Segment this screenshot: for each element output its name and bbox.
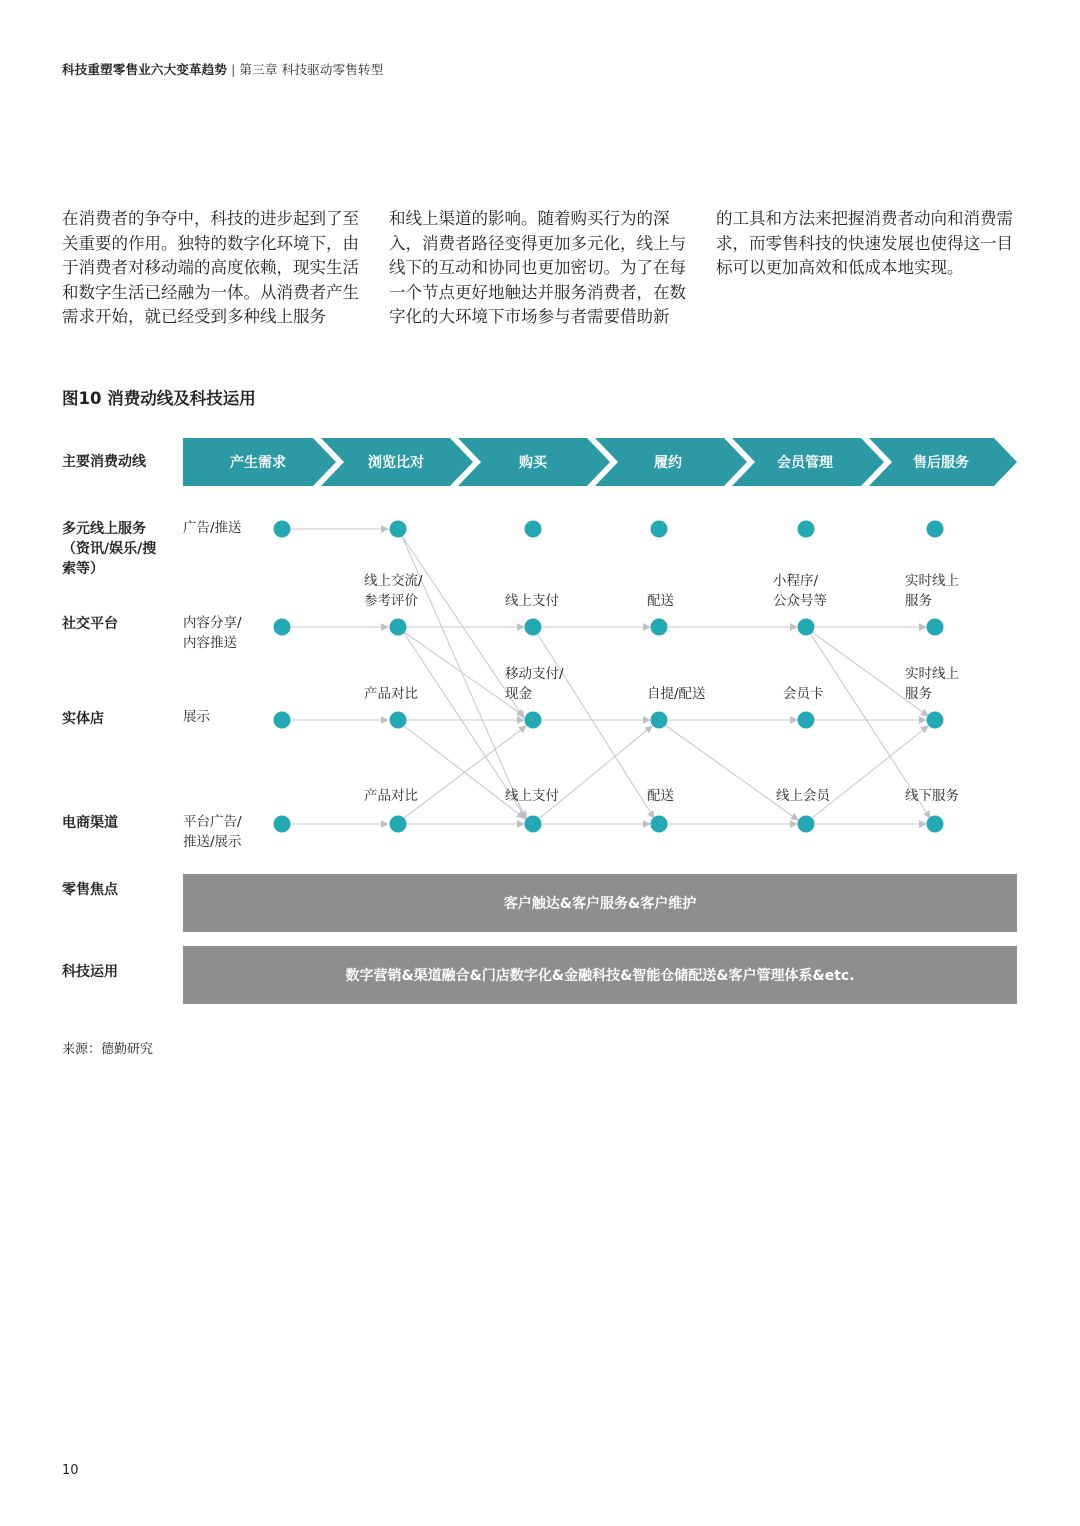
connector bbox=[812, 726, 928, 818]
node-dot bbox=[927, 619, 944, 636]
connector bbox=[665, 725, 798, 820]
node-label-social-member-l1: 小程序/ bbox=[773, 573, 819, 589]
node-label-ecom-fulfill: 配送 bbox=[647, 788, 674, 804]
stage-label-3: 购买 bbox=[519, 455, 547, 471]
node-label-ecom-buy: 线上支付 bbox=[505, 788, 559, 804]
row-label-main-path: 主要消费动线 bbox=[62, 454, 146, 470]
chapter-title: 第三章 科技驱动零售转型 bbox=[239, 62, 384, 77]
node-dot bbox=[525, 619, 542, 636]
node-label-social-buy: 线上支付 bbox=[505, 593, 559, 609]
tech-application-band: 数字营销&渠道融合&门店数字化&金融科技&智能仓储配送&客户管理体系&etc. bbox=[183, 946, 1017, 1004]
node-label-store-buy-l1: 移动支付/ bbox=[505, 666, 564, 682]
row-label-tech: 科技运用 bbox=[62, 964, 118, 980]
node-label-social-after-l1: 实时线上 bbox=[905, 573, 959, 589]
stage-label-1: 产生需求 bbox=[230, 455, 286, 471]
intro-column-1: 在消费者的争夺中，科技的进步起到了至关重要的作用。独特的数字化环境下，由于消费者对移动端的高度依赖，现实生活和数字生活已经融为一体。从消费者产生需求开始，就已经受到多种线上服务 bbox=[62, 209, 359, 326]
node-dot bbox=[798, 816, 815, 833]
node-dot bbox=[798, 521, 815, 538]
node-label-ecom-after: 线下服务 bbox=[905, 788, 959, 804]
row-label-social: 社交平台 bbox=[62, 616, 118, 632]
node-label-store-after-l2: 服务 bbox=[905, 686, 932, 702]
node-dot bbox=[651, 816, 668, 833]
report-title: 科技重塑零售业六大变革趋势 bbox=[62, 62, 228, 77]
row-label-online-services: 多元线上服务（资讯/娱乐/搜索等） bbox=[62, 521, 157, 577]
node-dot bbox=[651, 521, 668, 538]
node-label-store-member: 会员卡 bbox=[783, 686, 824, 702]
node-label-ecom-member: 线上会员 bbox=[776, 788, 830, 804]
node-dot bbox=[274, 521, 291, 538]
node-dot bbox=[927, 816, 944, 833]
stage-label-6: 售后服务 bbox=[913, 455, 969, 471]
node-label-ecom-browse: 产品对比 bbox=[364, 788, 418, 804]
row-sub-ecommerce: 平台广告/推送/展示 bbox=[183, 814, 242, 850]
node-dot bbox=[651, 712, 668, 729]
intro-column-3: 的工具和方法来把握消费者动向和消费需求，而零售科技的快速发展也使得这一目标可以更加高效和低成本地实现。 bbox=[716, 209, 1013, 277]
intro-column-2: 和线上渠道的影响。随着购买行为的深入，消费者路径变得更加多元化，线上与线下的互动和协同也更加密切。为了在每一个节点更好地触达并服务消费者，在数字化的大环境下市场参与者需要借助新 bbox=[389, 209, 686, 326]
node-dot bbox=[798, 619, 815, 636]
node-label-social-after-l2: 服务 bbox=[905, 593, 932, 609]
page-number: 10 bbox=[62, 1463, 79, 1478]
node-label-store-buy-l2: 现金 bbox=[505, 686, 532, 702]
row-sub-store: 展示 bbox=[183, 709, 210, 725]
node-label-social-browse-l1: 线上交流/ bbox=[364, 573, 423, 589]
node-dot bbox=[274, 816, 291, 833]
connector bbox=[540, 726, 652, 818]
node-dot bbox=[390, 521, 407, 538]
node-dot bbox=[390, 619, 407, 636]
stage-label-2: 浏览比对 bbox=[368, 455, 424, 471]
stage-label-5: 会员管理 bbox=[777, 455, 833, 471]
node-dot bbox=[525, 521, 542, 538]
node-dot bbox=[525, 712, 542, 729]
header-separator: | bbox=[231, 62, 236, 77]
node-dot bbox=[274, 619, 291, 636]
node-dot bbox=[390, 712, 407, 729]
retail-focus-band: 客户触达&客户服务&客户维护 bbox=[183, 874, 1017, 932]
node-label-social-fulfill: 配送 bbox=[647, 593, 674, 609]
node-label-social-browse-l2: 参考评价 bbox=[364, 593, 418, 609]
figure-title: 图10 消费动线及科技运用 bbox=[62, 389, 256, 408]
node-dot bbox=[651, 619, 668, 636]
row-label-store: 实体店 bbox=[62, 711, 104, 727]
row-sub-online-services: 广告/推送 bbox=[183, 520, 242, 536]
row-sub-social: 内容分享/内容推送 bbox=[183, 615, 242, 651]
row-label-retail-focus: 零售焦点 bbox=[62, 882, 118, 898]
node-label-store-browse: 产品对比 bbox=[364, 686, 418, 702]
node-dot bbox=[927, 521, 944, 538]
node-dot bbox=[927, 712, 944, 729]
node-label-social-member-l2: 公众号等 bbox=[773, 593, 827, 609]
node-dot bbox=[274, 712, 291, 729]
node-dot bbox=[798, 712, 815, 729]
node-dot bbox=[390, 816, 407, 833]
figure-source: 来源：德勤研究 bbox=[62, 1042, 154, 1057]
row-label-ecommerce: 电商渠道 bbox=[62, 815, 118, 831]
node-dot bbox=[525, 816, 542, 833]
node-label-store-fulfill: 自提/配送 bbox=[647, 686, 706, 702]
node-label-store-after-l1: 实时线上 bbox=[905, 666, 959, 682]
stage-label-4: 履约 bbox=[654, 455, 682, 471]
